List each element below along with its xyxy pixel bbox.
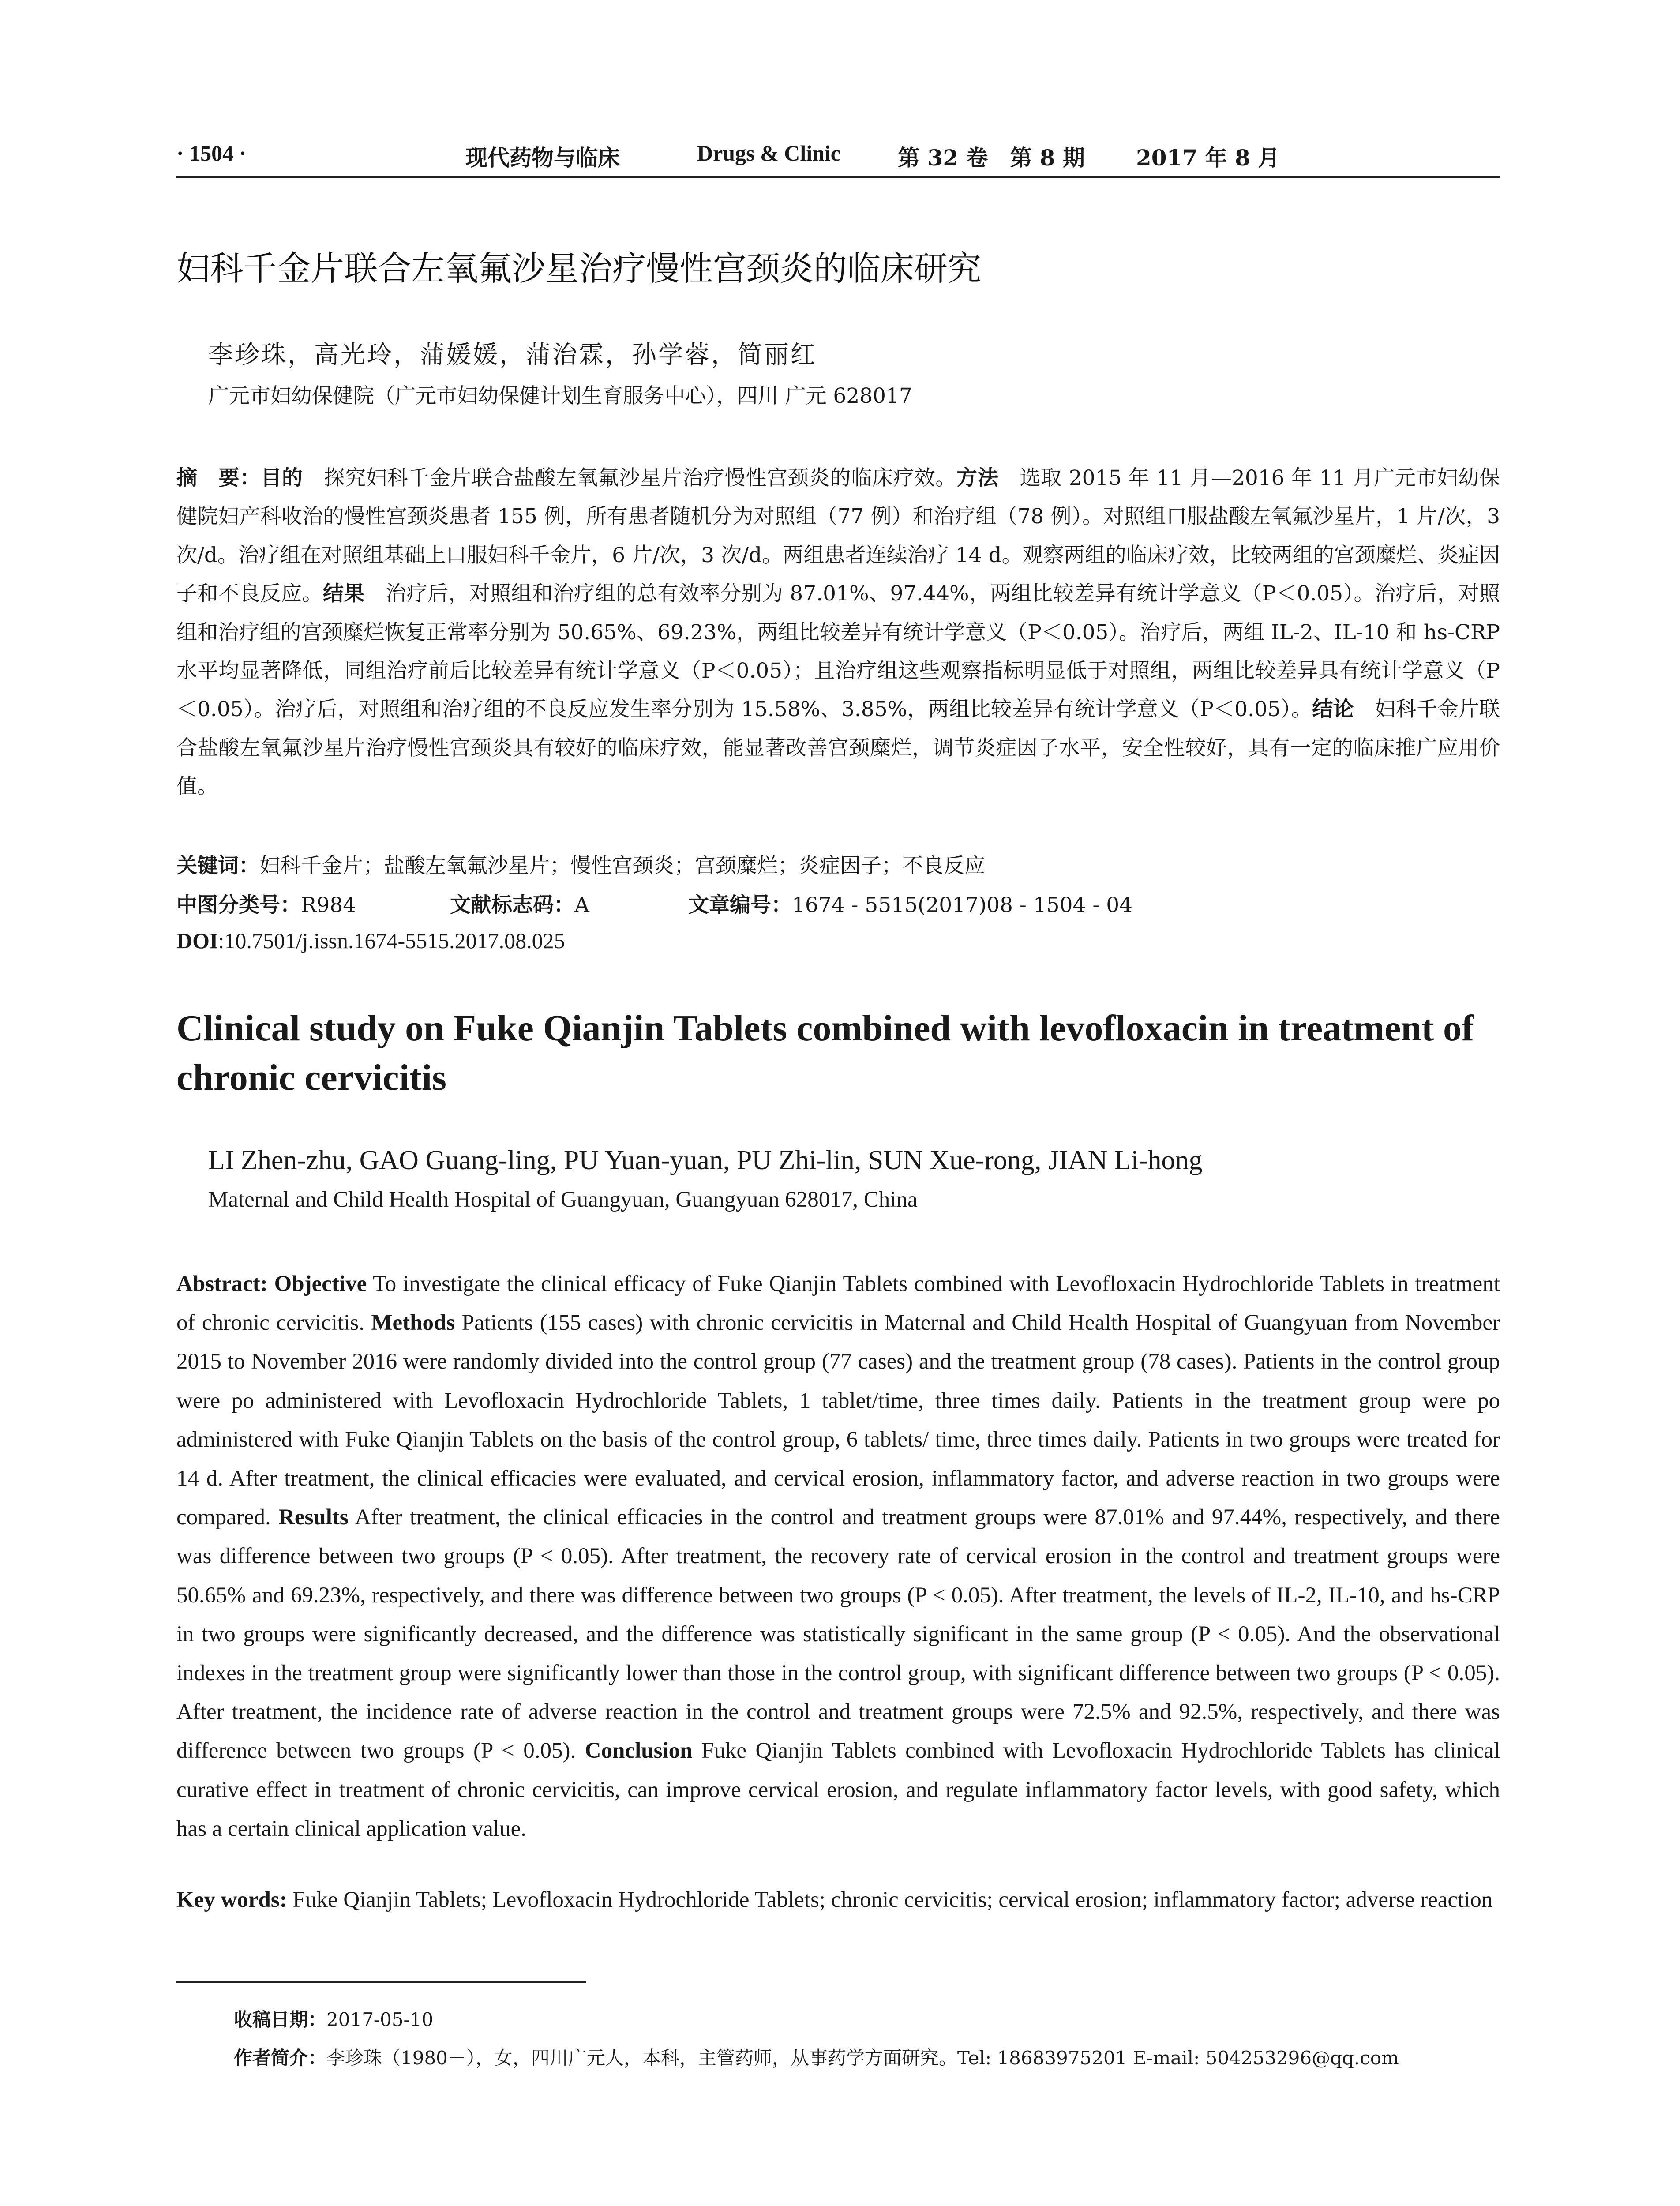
- results-text: 治疗后，对照组和治疗组的总有效率分别为 87.01%、97.44%，两组比较差异有统计学意义（P＜0.05）。治疗后，对照组和治疗组的宫颈糜烂恢复正常率分别为 50.65%、69.23%，两组比较差异有统计学意义（P＜0.05）。治疗后，两组 IL-2、IL-10 和 hs-CRP 水平均显著降低，同组治疗前后比较差异有统计学意义（P＜0.05）；且治疗组这些观察指标明显低于对照组，两组比较差异具有统计学意义（P＜0.05）。治疗后，对照组和治疗组的不良反应发生率分别为 15.58%、3.85%，两组比较差异有统计学意义（P＜0.05）。: [176, 582, 1500, 722]
- chinese-authors: 李珍珠，高光玲，蒲媛媛，蒲治霖，孙学蓉，简丽红: [208, 341, 817, 369]
- author-bio-text: 李珍珠（1980－），女，四川广元人，本科，主管药师，从事药学方面研究。Tel: 18683975201 E-mail: 504253296@qq.com: [326, 2047, 1399, 2069]
- page-number: · 1504 ·: [176, 141, 247, 165]
- clc-value: R984: [301, 893, 356, 917]
- article-no-value: 1674 - 5515(2017)08 - 1504 - 04: [792, 893, 1133, 917]
- en-abstract-label: Abstract: Objective: [176, 1272, 367, 1296]
- conclusion-label: 结论: [1312, 697, 1354, 722]
- chinese-affiliation: 广元市妇幼保健院（广元市妇幼保健计划生育服务中心），四川 广元 628017: [208, 384, 912, 408]
- en-methods-label: Methods: [371, 1310, 455, 1336]
- en-results-label: Results: [278, 1505, 349, 1530]
- en-conclusion-label: Conclusion: [585, 1738, 693, 1763]
- en-results-text: After treatment, the clinical efficacies in the control and treatment groups were 87.01% and 97.44%, respectively, and there was difference between two groups (P < 0.05). After treatment, the recovery rate of cervical erosion in the control and treatment groups were 50.65% and 69.23%, respectively, and there was difference between two groups (P < 0.05). After treatment, the levels of IL-2, IL-10, and hs-CRP in two groups were significantly decreased, and the difference was statistically significant in the same group (P < 0.05). And the observational indexes in the treatment group were significantly lower than those in the control group, with significant difference between two groups (P < 0.05). After treatment, the incidence rate of adverse reaction in the control and treatment groups were 72.5% and 92.5%, respectively, and there was difference between two groups (P < 0.05).: [176, 1505, 1500, 1763]
- methods-label: 方法: [956, 466, 999, 490]
- chinese-abstract: [176, 459, 1500, 806]
- received-label: 收稿日期：: [234, 2009, 327, 2030]
- english-title: Clinical study on Fuke Qianjin Tablets combined with levofloxacin in treatment of chronic cervicitis: [176, 1008, 1474, 1098]
- clc-label: 中图分类号：: [176, 893, 301, 917]
- footnote-author-bio: [234, 2044, 1399, 2070]
- issue-date: 2017 年 8 月: [1136, 145, 1280, 171]
- abstract-label: 摘 要：: [176, 466, 261, 490]
- results-label: 结果: [322, 582, 365, 606]
- english-affiliation: Maternal and Child Health Hospital of Guangyuan, Guangyuan 628017, China: [208, 1187, 918, 1212]
- conclusion-text: 妇科千金片联合盐酸左氧氟沙星片治疗慢性宫颈炎具有较好的临床疗效，能显著改善宫颈糜烂，调节炎症因子水平，安全性较好，具有一定的临床推广应用价值。: [176, 697, 1500, 799]
- volume-issue: 第 32 卷 第 8 期: [898, 145, 1085, 171]
- en-objective-text: To investigate the clinical efficacy of Fuke Qianjin Tablets combined with Levofloxacin Hydrochloride Tablets in treatment of chronic cervicitis.: [176, 1272, 1500, 1336]
- keywords-text: 妇科千金片；盐酸左氧氟沙星片；慢性宫颈炎；宫颈糜烂；炎症因子；不良反应: [259, 854, 985, 878]
- chinese-title: 妇科千金片联合左氧氟沙星治疗慢性宫颈炎的临床研究: [176, 249, 981, 288]
- english-keywords: [176, 1880, 1500, 1919]
- methods-text: 选取 2015 年 11 月—2016 年 11 月广元市妇幼保健院妇产科收治的慢性宫颈炎患者 155 例，所有患者随机分为对照组（77 例）和治疗组（78 例）。对照组口服盐酸左氧氟沙星片，1 片/次，3 次/d。治疗组在对照组基础上口服妇科千金片，6 片/次，3 次/d。两组患者连续治疗 14 d。观察两组的临床疗效，比较两组的宫颈糜烂、炎症因子和不良反应。: [176, 466, 1500, 606]
- en-methods-text: Patients (155 cases) with chronic cervicitis in Maternal and Child Health Hospital of Guangyuan from November 2015 to November 2016 were randomly divided into the control group (77 cases) and the treatment group (78 cases). Patients in the control group were po administered with Levofloxacin Hydrochloride Tablets, 1 tablet/time, three times daily. Patients in the treatment group were po administered with Fuke Qianjin Tablets on the basis of the control group, 6 tablets/ time, three times daily. Patients in two groups were treated for 14 d. After treatment, the clinical efficacies were evaluated, and cervical erosion, inflammatory factor, and adverse reaction in two groups were compared.: [176, 1310, 1500, 1530]
- doi-label: DOI: [176, 928, 218, 953]
- chinese-keywords: [176, 849, 985, 879]
- keywords-label: 关键词：: [176, 854, 259, 878]
- footnote-rule: [176, 1981, 586, 1983]
- received-date: 2017-05-10: [326, 2009, 434, 2030]
- doi-value: :10.7501/j.issn.1674-5515.2017.08.025: [218, 928, 565, 953]
- journal-name-en: Drugs & Clinic: [697, 141, 840, 165]
- doc-code-label: 文献标志码：: [450, 893, 574, 917]
- header-rule: [176, 176, 1500, 178]
- en-keywords-label: Key words:: [176, 1887, 287, 1912]
- doi-line: [176, 928, 565, 953]
- objective-text: 探究妇科千金片联合盐酸左氧氟沙星片治疗慢性宫颈炎的临床疗效。: [303, 466, 957, 490]
- article-no-label: 文章编号：: [688, 893, 792, 917]
- english-authors: LI Zhen-zhu, GAO Guang-ling, PU Yuan-yuan, PU Zhi-lin, SUN Xue-rong, JIAN Li-hong: [208, 1145, 1203, 1175]
- journal-name-cn: 现代药物与临床: [465, 145, 620, 171]
- doc-code-value: A: [574, 893, 589, 917]
- english-abstract: [176, 1264, 1500, 1848]
- objective-label: 目的: [261, 466, 303, 490]
- en-conclusion-text: Fuke Qianjin Tablets combined with Levofloxacin Hydrochloride Tablets has clinical curative effect in treatment of chronic cervicitis, can improve cervical erosion, and regulate inflammatory factor levels, with good safety, which has a certain clinical application value.: [176, 1738, 1500, 1841]
- en-keywords-text: Fuke Qianjin Tablets; Levofloxacin Hydrochloride Tablets; chronic cervicitis; cervical erosion; inflammatory factor; adverse reaction: [287, 1887, 1493, 1912]
- footnote-received: [234, 2005, 433, 2032]
- author-bio-label: 作者简介：: [234, 2047, 327, 2069]
- running-header: [176, 140, 1500, 176]
